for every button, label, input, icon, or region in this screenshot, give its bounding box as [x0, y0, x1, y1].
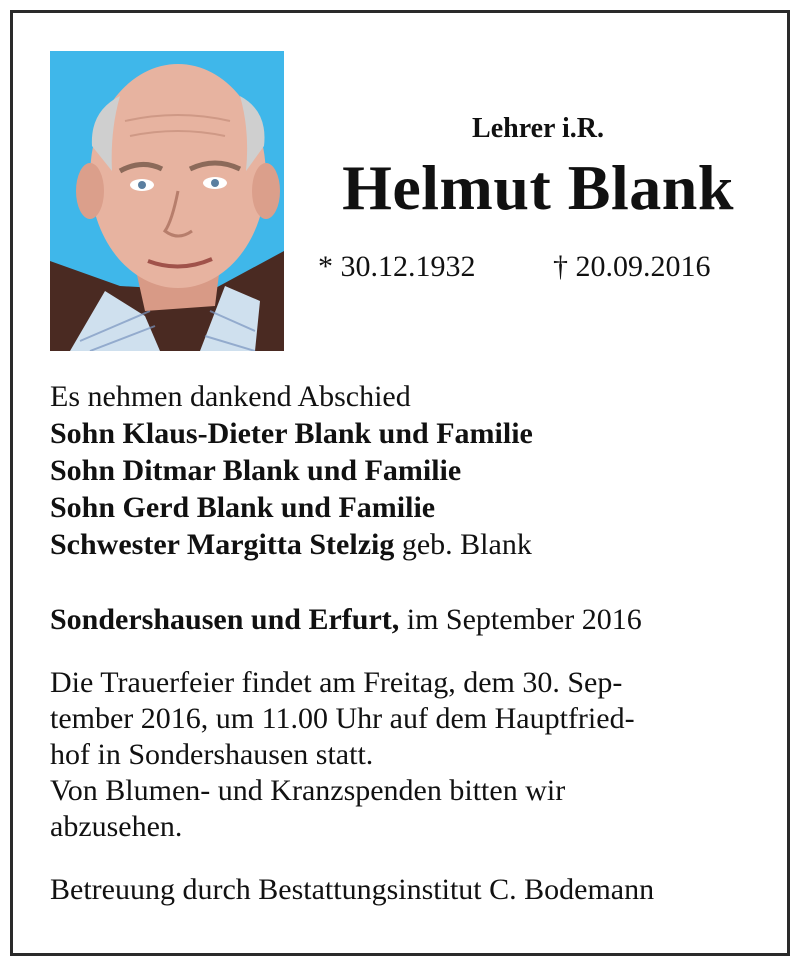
funeral-info-line: Die Trauerfeier findet am Freitag, dem 30. Sep- — [50, 666, 623, 699]
obituary-notice — [10, 10, 790, 956]
place-names: Sondershausen und Erfurt, — [50, 603, 400, 636]
occupation-title: Lehrer i.R. — [472, 113, 604, 144]
funeral-info — [50, 665, 750, 845]
sister-name: Schwester Margitta Stelzig — [50, 528, 395, 561]
mourner-line-sister — [50, 526, 770, 563]
birth-date: * 30.12.1932 — [318, 250, 476, 283]
deceased-name: Helmut Blank — [342, 152, 734, 223]
funeral-info-line: abzusehen. — [50, 810, 183, 843]
place-and-date — [50, 603, 642, 637]
funeral-info-line: hof in Sondershausen statt. — [50, 738, 374, 771]
mourners-intro: Es nehmen dankend Abschied — [50, 380, 411, 413]
portrait-illustration — [50, 51, 284, 351]
notice-date: im September 2016 — [399, 603, 642, 636]
portrait-photo — [50, 51, 284, 351]
mourner-line: Sohn Ditmar Blank und Familie — [50, 454, 462, 487]
death-date: † 20.09.2016 — [553, 250, 711, 283]
funeral-info-line: tember 2016, um 11.00 Uhr auf dem Hauptfried- — [50, 702, 635, 735]
funeral-home-credit: Betreuung durch Bestattungsinstitut C. Bodemann — [50, 873, 655, 906]
mourner-line: Sohn Gerd Blank und Familie — [50, 491, 436, 524]
sister-maiden-name: geb. Blank — [394, 528, 532, 561]
funeral-info-line: Von Blumen- und Kranzspenden bitten wir — [50, 774, 566, 807]
mourners-list — [50, 378, 770, 563]
mourner-line: Sohn Klaus-Dieter Blank und Familie — [50, 417, 533, 450]
